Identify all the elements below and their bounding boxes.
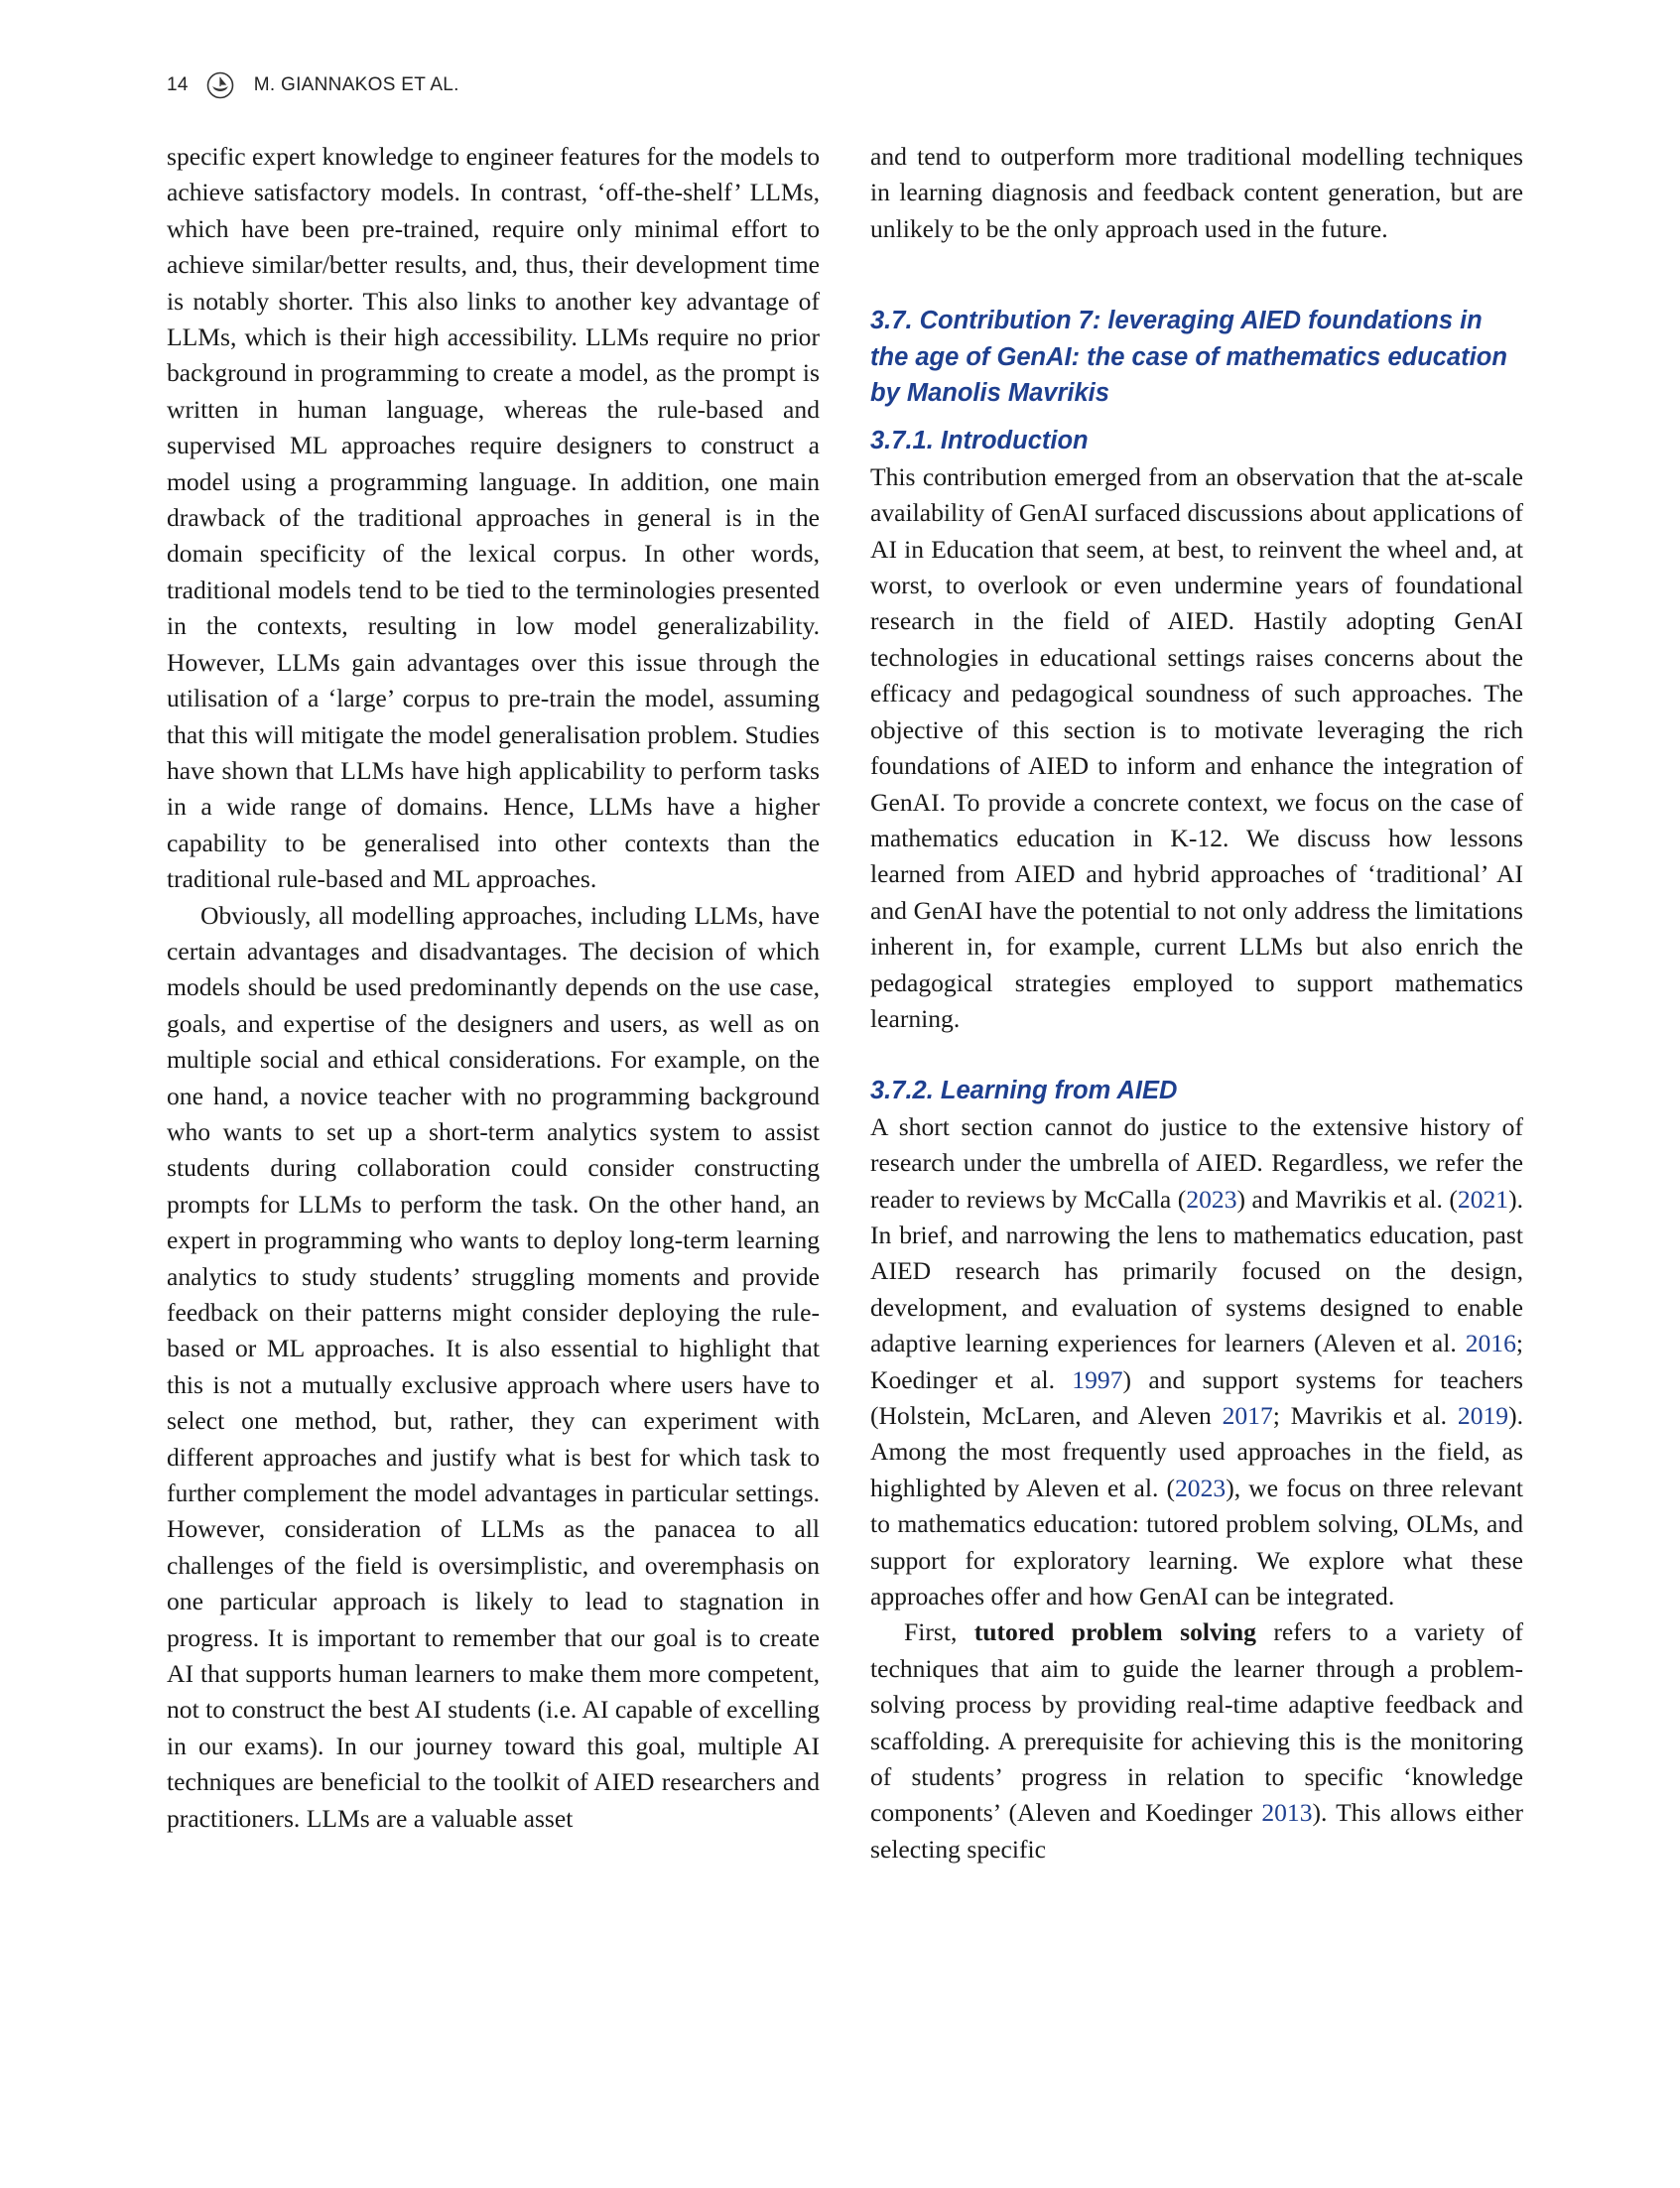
paragraph-text: ). This allows either selecting specific: [870, 1798, 1523, 1864]
paragraph-text: ). In brief, and narrowing the lens to mathematics education, past AIED research has primarily focused on the design, development, and evaluation of systems designed to enable adaptive learning experiences for learners (Aleven et al.: [870, 1184, 1523, 1358]
citation-link[interactable]: 2019: [1457, 1401, 1509, 1430]
paragraph: and tend to outperform more traditional modelling techniques in learning diagnosis and feedback content generation, but are unlikely to be the only approach used in the future.: [870, 142, 1523, 243]
citation-link[interactable]: 2017: [1222, 1401, 1273, 1430]
spacer: [870, 411, 1523, 423]
paragraph-text: First,: [904, 1617, 974, 1647]
paragraph-text: ), we focus on three relevant to mathematics education: tutored problem solving, OLMs, and support for exploratory learning. We explore what these approaches offer and how GenAI can be integrated.: [870, 1473, 1524, 1611]
publisher-logo-icon: [206, 71, 234, 99]
paragraph-text: refers to a variety of techniques that aim to guide the learner through a problem-solving process by providing real-time adaptive feedback and scaffolding. A prerequisite for achieving this is the monitoring of students’ progress in relation to specific ‘knowledge components’ (Aleven and Koedinger: [870, 1617, 1523, 1828]
left-column: [167, 139, 820, 1837]
right-column: [870, 139, 1523, 1867]
running-header: [167, 71, 459, 99]
paragraph: This contribution emerged from an observation that the at-scale availability of GenAI surfaced discussions about applications of AI in Education that seem, at best, to reinvent the wheel and, at worst, to overlook or even undermine years of foundational research in the field of AIED. Hastily adopting GenAI technologies in educational settings raises concerns about the efficacy and pedagogical soundness of such approaches. The objective of this section is to motivate leveraging the rich foundations of AIED to inform and enhance the integration of GenAI. To provide a concrete context, we focus on the case of mathematics education in K-12. We discuss how lessons learned from AIED and hybrid approaches of ‘traditional’ AI and GenAI have the potential to not only address the limitations inherent in, for example, current LLMs but also enrich the pedagogical strategies employed to support mathematics learning.: [870, 461, 1523, 1033]
subsection-heading: 3.7.2. Learning from AIED: [870, 1077, 1178, 1105]
paragraph-text: ; Mavrikis et al.: [1272, 1401, 1458, 1430]
citation-link[interactable]: 2023: [1175, 1473, 1227, 1502]
paragraph-text: A short section cannot do justice to the extensive history of research under the umbrella of AIED. Regardless, we refer the reader to reviews by McCalla (: [870, 1111, 1523, 1214]
section-heading: 3.7. Contribution 7: leveraging AIED foundations in the age of GenAI: the case of mathematics education by Manolis Mavrikis: [870, 307, 1507, 408]
running-header-authors: M. GIANNAKOS ET AL.: [253, 74, 459, 95]
paragraph: Obviously, all modelling approaches, including LLMs, have certain advantages and disadvantages. The decision of which models should be used predominantly depends on the use case, goals, and expertise of the designers and users, as well as on multiple social and ethical considerations. For example, on the one hand, a novice teacher with no programming background who wants to set up a short-term analytics system to assist students during collaboration could consider constructing prompts for LLMs to perform the task. On the other hand, an expert in programming who wants to deploy long-term learning analytics to study students’ struggling moments and provide feedback on their patterns might consider deploying the rule-based or ML approaches. It is also essential to highlight that this is not a mutually exclusive approach where users have to select one method, but, rather, they can experiment with different approaches and justify what is best for which task to further complement the model advantages in particular settings. However, consideration of LLMs as the panacea to all challenges of the field is oversimplistic, and overemphasis on one particular approach is likely to lead to stagnation in progress. It is important to remember that our goal is to create AI that supports human learners to make them more competent, not to construct the best AI students (i.e. AI capable of excelling in our exams). In our journey toward this goal, multiple AI techniques are beneficial to the toolkit of AIED researchers and practitioners. LLMs are a valuable asset: [167, 900, 820, 1833]
citation-link[interactable]: 2016: [1465, 1329, 1516, 1358]
paragraph: specific expert knowledge to engineer features for the models to achieve satisfactory models. In contrast, ‘off-the-shelf’ LLMs, which have been pre-trained, require only minimal effort to achieve similar/better results, and, thus, their development time is notably shorter. This also links to another key advantage of LLMs, which is their high accessibility. LLMs require no prior background in programming to create a model, as the prompt is written in human language, whereas the rule-based and supervised ML approaches require designers to construct a model using a programming language. In addition, one main drawback of the traditional approaches in general is in the domain specificity of the lexical corpus. In other words, traditional models tend to be tied to the terminologies presented in the contexts, resulting in low model generalizability. However, LLMs gain advantages over this issue through the utilisation of a ‘large’ corpus to pre-train the model, assuming that this will mitigate the model generalisation problem. Studies have shown that LLMs have high applicability to perform tasks in a wide range of domains. Hence, LLMs have a higher capability to be generalised into other contexts than the traditional rule-based and ML approaches.: [167, 142, 820, 894]
key-term: tutored problem solving: [973, 1617, 1256, 1647]
paragraph: [870, 1109, 1523, 1615]
paragraph-text: ) and support systems for teachers (Holstein, McLaren, and Aleven: [870, 1364, 1524, 1430]
paragraph-text: ). Among the most frequently used approaches in the field, as highlighted by Aleven et al. (: [870, 1401, 1523, 1502]
citation-link[interactable]: 1997: [1072, 1364, 1123, 1394]
paragraph-text: ; Koedinger et al.: [870, 1329, 1523, 1394]
paragraph-text: ) and Mavrikis et al. (: [1236, 1184, 1458, 1214]
subsection-heading: 3.7.1. Introduction: [870, 427, 1089, 455]
citation-link[interactable]: 2023: [1186, 1184, 1237, 1214]
spacer: [870, 1037, 1523, 1073]
spacer: [870, 247, 1523, 303]
page-number: 14: [167, 74, 189, 95]
paragraph: [870, 1614, 1523, 1867]
citation-link[interactable]: 2021: [1457, 1184, 1509, 1214]
citation-link[interactable]: 2013: [1261, 1798, 1313, 1828]
